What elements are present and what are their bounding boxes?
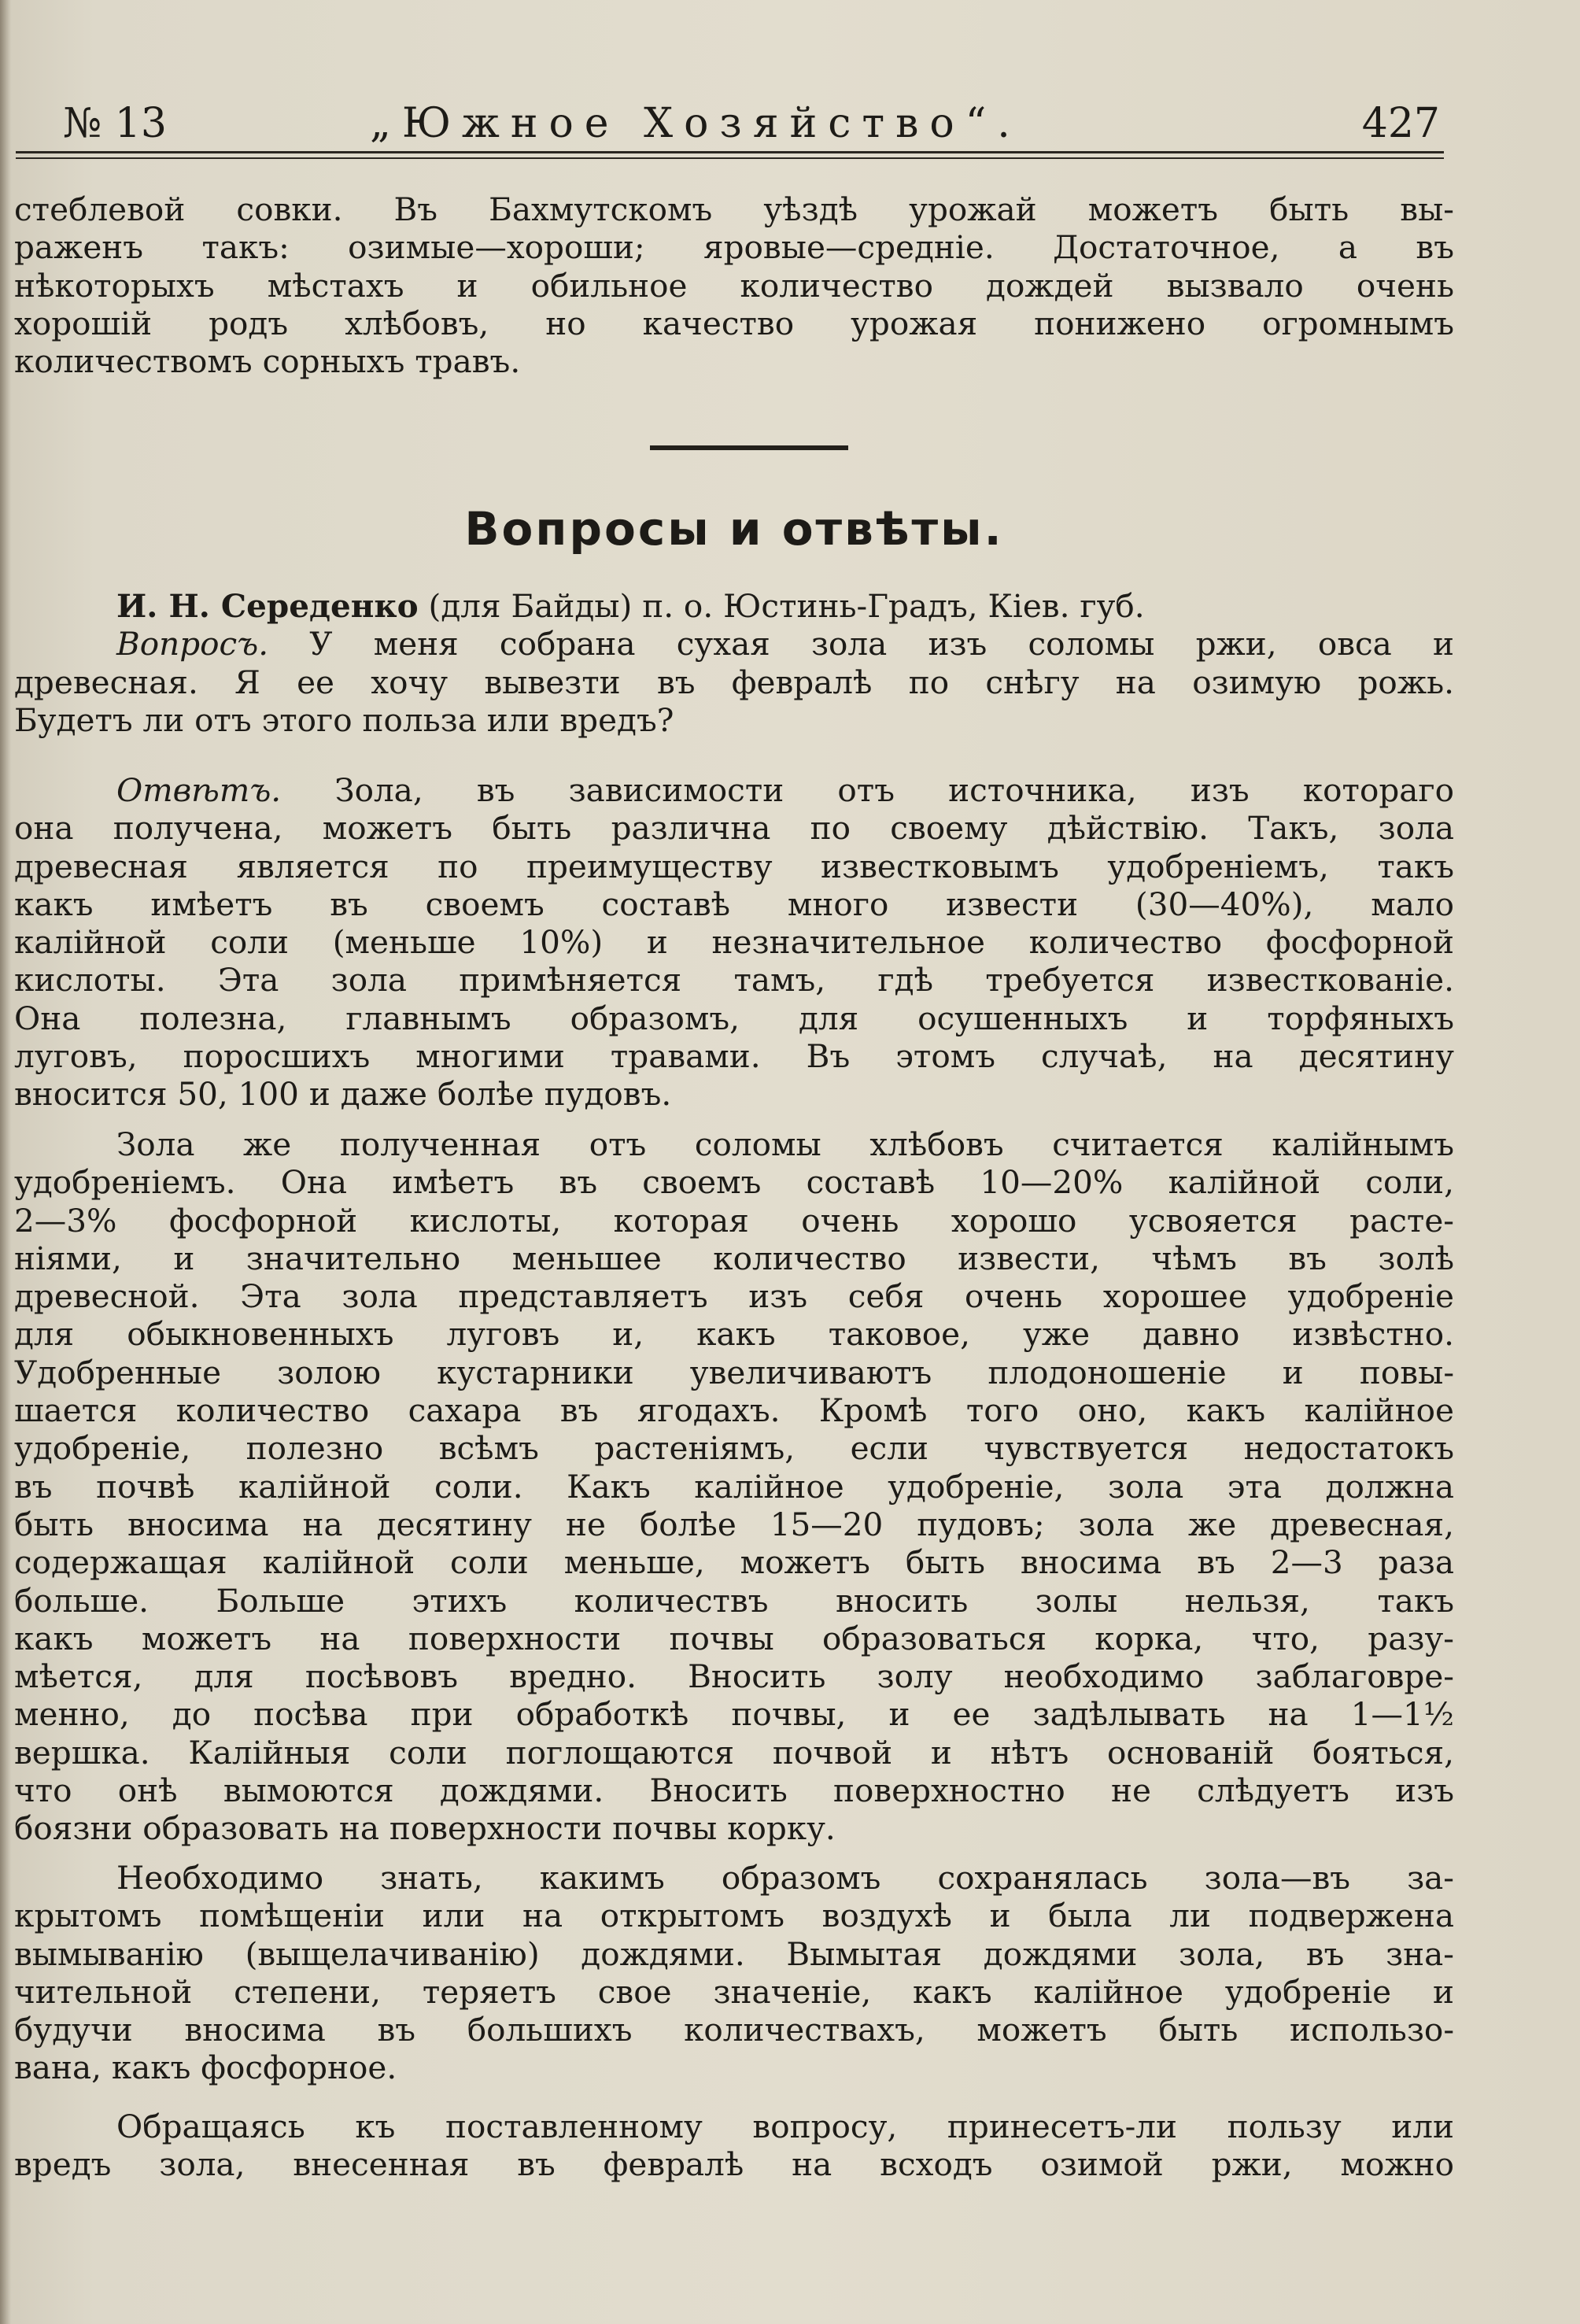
answer-first-line — [14, 771, 1454, 809]
text-line: кислоты. Эта зола примѣняется тамъ, гдѣ требуется известкованіе. — [14, 961, 1454, 999]
text-line: быть вносима на десятину не болѣе 15—20 пудовъ; зола же древесная, — [14, 1505, 1454, 1543]
author-address: (для Байды) п. о. Юстинь-Градъ, Кіев. губ. — [418, 587, 1145, 625]
text-line: древесной. Эта зола представляетъ изъ себя очень хорошее удобреніе — [14, 1277, 1454, 1316]
question-block — [14, 587, 1454, 739]
answer-paragraph-3 — [14, 1859, 1454, 2087]
text-line: древесная является по преимуществу известковымъ удобреніемъ, такъ — [14, 847, 1454, 885]
text-line: Зола же полученная отъ соломы хлѣбовъ считается калійнымъ — [116, 1125, 1454, 1163]
section-title: Вопросы и отвѣты. — [464, 502, 1004, 556]
text-line: Необходимо знать, какимъ образомъ сохранялась зола—въ за- — [116, 1859, 1454, 1897]
text-line: вредъ зола, внесенная въ февралѣ на всходъ озимой ржи, можно — [14, 2145, 1454, 2184]
question-label: Вопросъ. — [116, 625, 269, 663]
text-line: Обращаясь къ поставленному вопросу, принесетъ-ли пользу или — [116, 2108, 1454, 2145]
text-line: будучи вносима въ большихъ количествахъ, можетъ быть использо- — [14, 2011, 1454, 2049]
section-divider — [650, 445, 848, 450]
text-line: количествомъ сорныхъ травъ. — [14, 342, 521, 381]
author-name: И. Н. Середенко — [116, 587, 419, 625]
journal-title: „Южное Хозяйство“. — [370, 100, 1021, 147]
header-rule — [16, 151, 1444, 159]
text-line: луговъ, поросшихъ многими травами. Въ этомъ случаѣ, на десятину — [14, 1037, 1454, 1076]
text-line: чительной степени, теряетъ свое значеніе, какъ калійное удобреніе и — [14, 1972, 1454, 2011]
text-line: она получена, можетъ быть различна по своему дѣйствію. Такъ, зола — [14, 809, 1454, 848]
text-line: 2—3% фосфорной кислоты, которая очень хорошо усвояется расте- — [14, 1201, 1454, 1240]
text-line: раженъ такъ: озимые—хороши; яровые—средніе. Достаточное, а въ — [14, 228, 1454, 267]
text-line: менно, до посѣва при обработкѣ почвы, и ее задѣлывать на 1—1½ — [14, 1695, 1454, 1734]
text-line: шается количество сахара въ ягодахъ. Кромѣ того оно, какъ калійное — [14, 1391, 1454, 1430]
page-number: 427 — [1361, 100, 1440, 147]
text-line: Удобренные золою кустарники увеличиваютъ плодоношеніе и повы- — [14, 1353, 1454, 1391]
text-line: калійной соли (меньше 10%) и незначительное количество фосфорной — [14, 923, 1454, 962]
text-line: боязни образовать на поверхности почвы корку. — [14, 1809, 836, 1848]
text-line: какъ можетъ на поверхности почвы образоваться корка, что, разу- — [14, 1619, 1454, 1657]
running-header — [47, 94, 1440, 153]
issue-number: № 13 — [63, 100, 167, 147]
text-line: ніями, и значительно меньшее количество извести, чѣмъ въ золѣ — [14, 1239, 1454, 1277]
text-line: удобреніемъ. Она имѣетъ въ своемъ составѣ 10—20% калійной соли, — [14, 1163, 1454, 1202]
text-line: хорошій родъ хлѣбовъ, но качество урожая понижено огромнымъ — [14, 304, 1454, 342]
answer-paragraph-4 — [14, 2108, 1454, 2184]
answer-first-text: Зола, въ зависимости отъ источника, изъ котораго — [281, 771, 1454, 809]
intro-paragraph — [14, 190, 1454, 380]
page-binding-edge — [0, 0, 11, 2324]
question-author-line — [14, 587, 1454, 625]
text-line: древесная. Я ее хочу вывезти въ февралѣ по снѣгу на озимую рожь. — [14, 663, 1454, 701]
text-line: нѣкоторыхъ мѣстахъ и обильное количество дождей вызвало очень — [14, 266, 1454, 305]
text-line: въ почвѣ калійной соли. Какъ калійное удобреніе, зола эта должна — [14, 1467, 1454, 1506]
text-line: вносится 50, 100 и даже болѣе пудовъ. — [14, 1075, 672, 1114]
text-line: больше. Больше этихъ количествъ вносить золы нельзя, такъ — [14, 1581, 1454, 1620]
answer-label: Отвѣтъ. — [116, 771, 282, 809]
question-first-text: У меня собрана сухая зола изъ соломы ржи, овса и — [268, 625, 1454, 663]
text-line: какъ имѣетъ въ своемъ составѣ много извести (30—40%), мало — [14, 885, 1454, 923]
text-line: стеблевой совки. Въ Бахмутскомъ уѣздѣ урожай можетъ быть вы- — [14, 190, 1454, 228]
text-line: вершка. Калійныя соли поглощаются почвой и нѣтъ основаній бояться, — [14, 1733, 1454, 1772]
text-line: удобреніе, полезно всѣмъ растеніямъ, если чувствуется недостатокъ — [14, 1429, 1454, 1468]
text-line: для обыкновенныхъ луговъ и, какъ таковое, уже давно извѣстно. — [14, 1315, 1454, 1354]
question-first-line — [14, 625, 1454, 663]
text-line: мѣется, для посѣвовъ вредно. Вносить золу необходимо заблаговре- — [14, 1657, 1454, 1696]
text-line: крытомъ помѣщеніи или на открытомъ воздухѣ и была ли подвержена — [14, 1897, 1454, 1935]
answer-paragraph-1 — [14, 771, 1454, 1114]
text-line: вана, какъ фосфорное. — [14, 2049, 397, 2087]
text-line: вымыванію (выщелачиванію) дождями. Вымытая дождями зола, въ зна- — [14, 1934, 1454, 1973]
answer-paragraph-2 — [14, 1125, 1454, 1848]
text-line: Она полезна, главнымъ образомъ, для осушенныхъ и торфяныхъ — [14, 999, 1454, 1037]
text-line: содержащая калійной соли меньше, можетъ быть вносима въ 2—3 раза — [14, 1543, 1454, 1582]
text-line: Будетъ ли отъ этого польза или вредъ? — [14, 700, 674, 739]
text-line: что онѣ вымоются дождями. Вносить поверхностно не слѣдуетъ изъ — [14, 1772, 1454, 1810]
